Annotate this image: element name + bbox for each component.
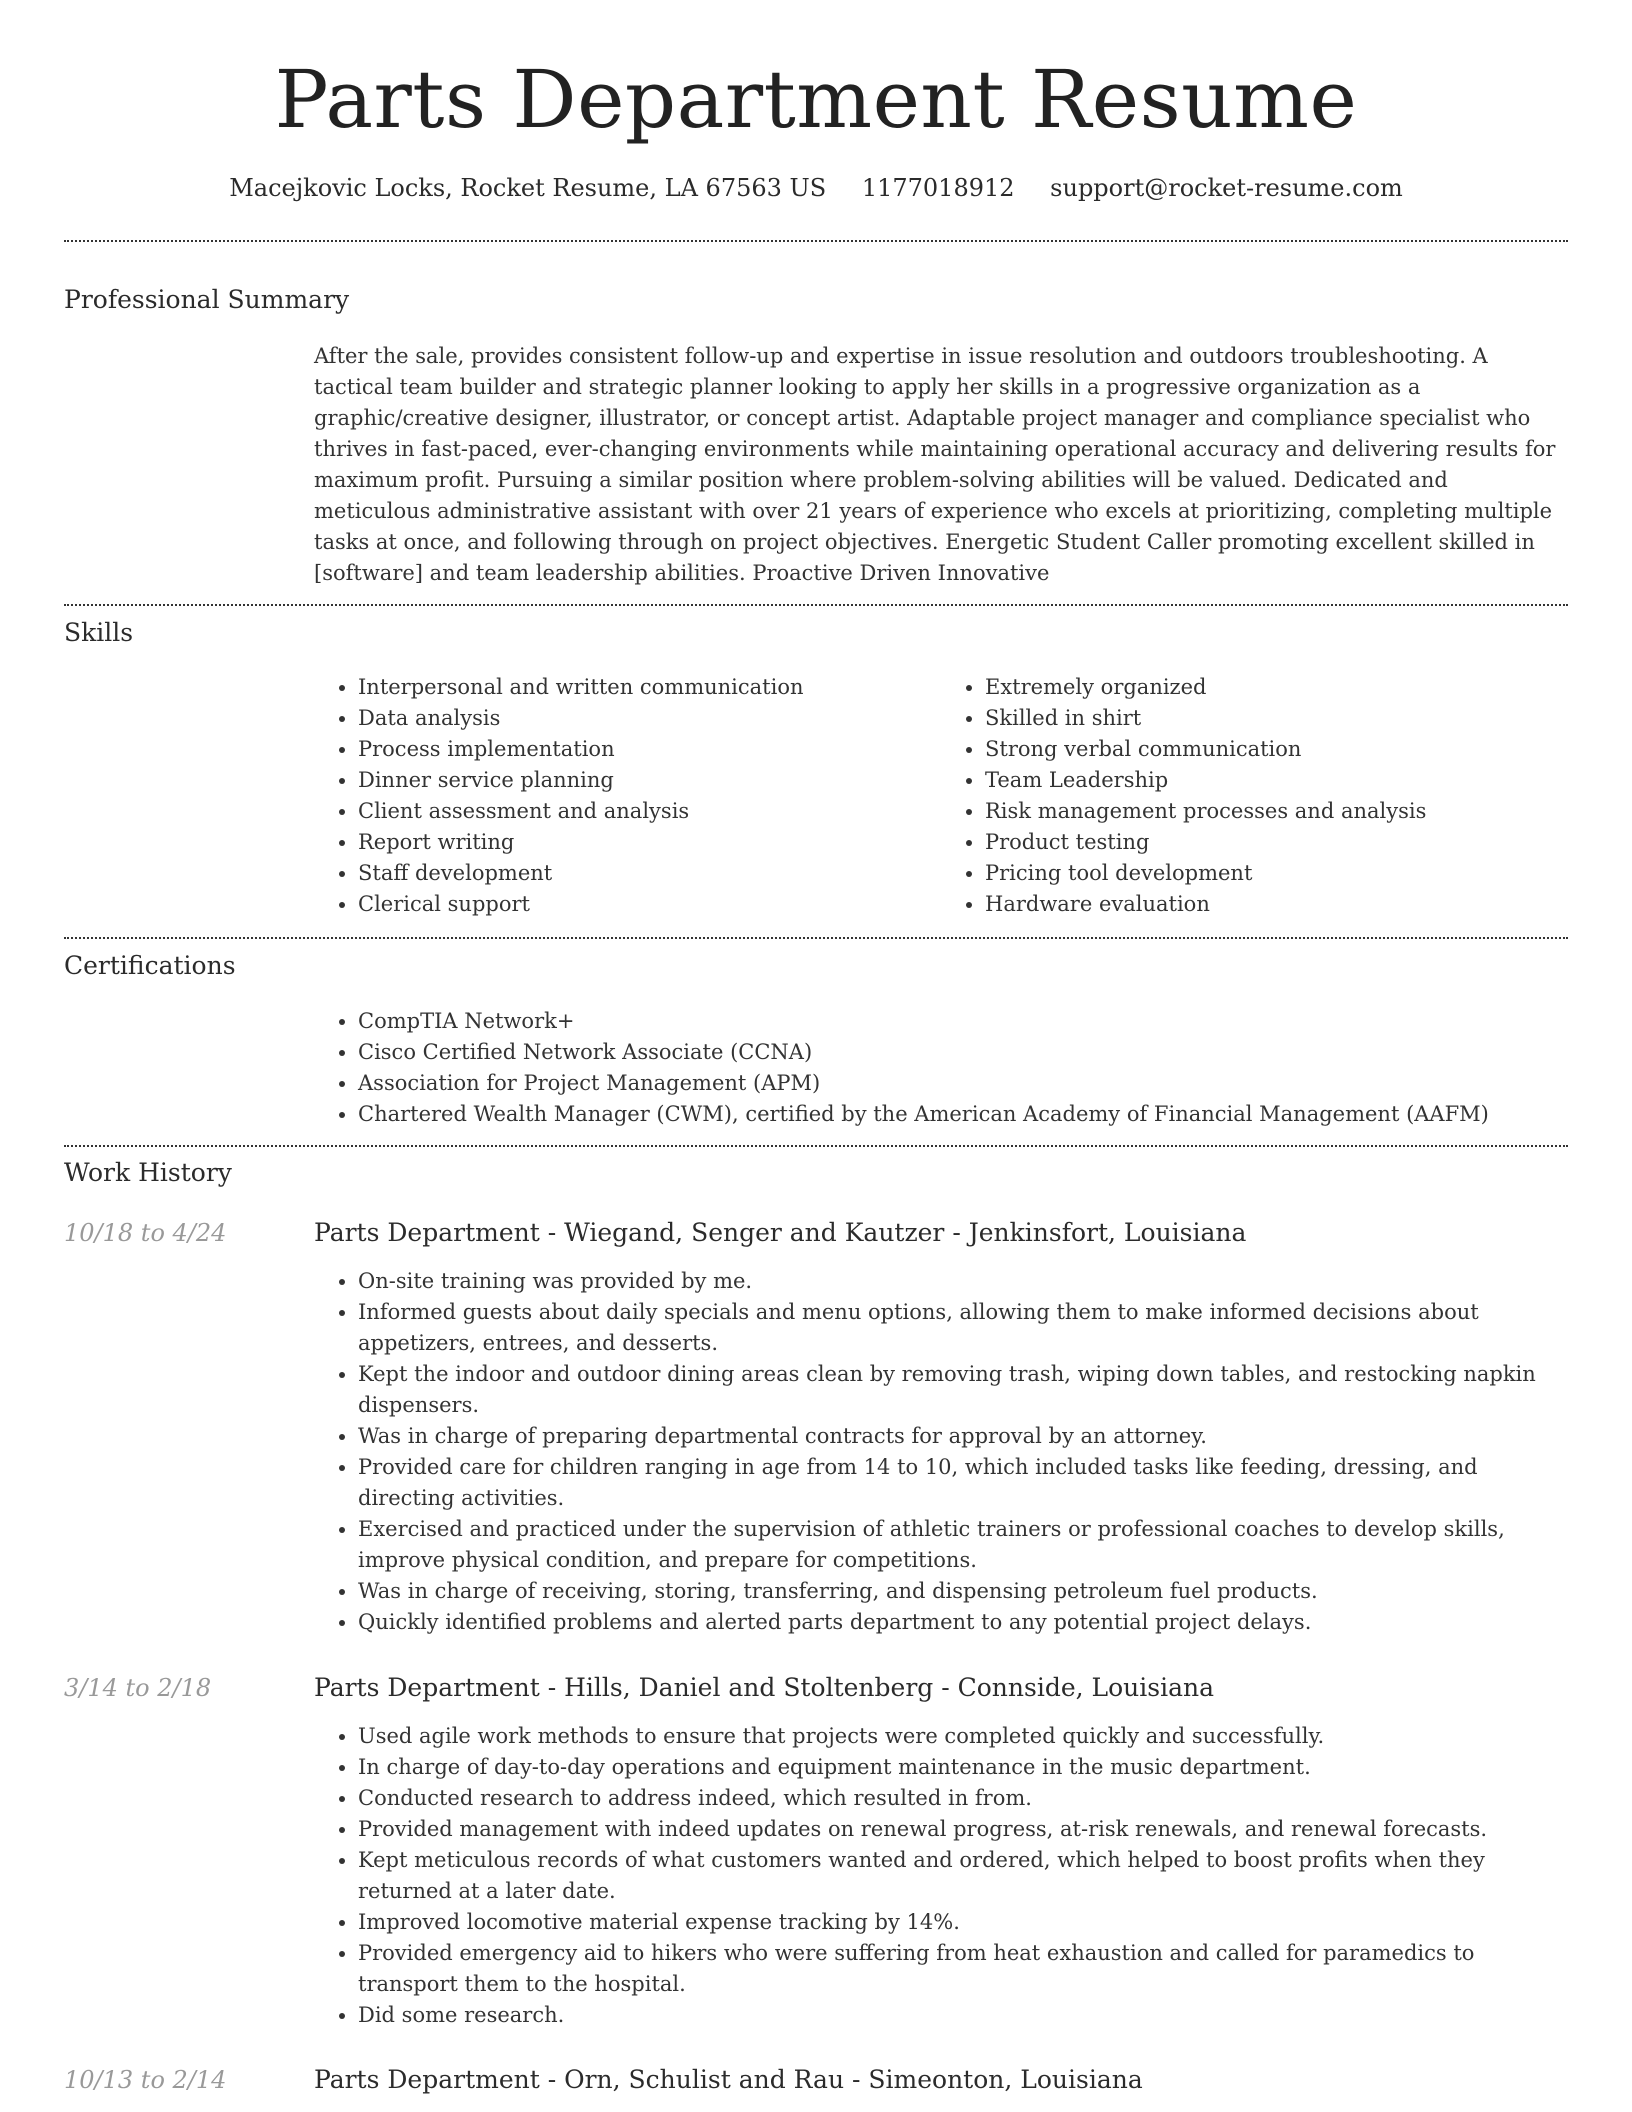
job-duties bbox=[314, 1266, 1568, 1638]
job-dates: 10/13 to 2/14 bbox=[64, 2066, 227, 2094]
skills-list-left bbox=[314, 672, 941, 920]
certifications-list bbox=[314, 1006, 1568, 1130]
skill-item: • Skilled in shirt bbox=[985, 703, 1568, 734]
job-dates: 10/18 to 4/24 bbox=[64, 1219, 227, 1247]
job-bullet: • Improved locomotive material expense tracking by 14%. bbox=[358, 1907, 1568, 1938]
job-dates: 3/14 to 2/18 bbox=[64, 1674, 212, 1702]
job-bullet-list bbox=[314, 1266, 1568, 1638]
contact-email: support@rocket-resume.com bbox=[1050, 174, 1403, 202]
skill-item: • Report writing bbox=[358, 827, 941, 858]
job-duties bbox=[314, 1721, 1568, 2031]
skill-item: • Interpersonal and written communication bbox=[358, 672, 941, 703]
job-bullet: • Did some research. bbox=[358, 2000, 1568, 2031]
skills-heading: Skills bbox=[64, 618, 134, 647]
certifications-section bbox=[314, 1006, 1568, 1130]
skill-item: • Clerical support bbox=[358, 889, 941, 920]
job-bullet: • Provided emergency aid to hikers who were suffering from heat exhaustion and called for paramedics to transport them to the hospital. bbox=[358, 1938, 1568, 2000]
certification-item: • Cisco Certified Network Associate (CCNA) bbox=[358, 1037, 1568, 1068]
job-bullet: • Provided care for children ranging in age from 14 to 10, which included tasks like feeding, dressing, and directing activities. bbox=[358, 1452, 1568, 1514]
skill-item: • Pricing tool development bbox=[985, 858, 1568, 889]
contact-line bbox=[64, 170, 1568, 206]
skill-item: • Data analysis bbox=[358, 703, 941, 734]
job-bullet: • Kept the indoor and outdoor dining areas clean by removing trash, wiping down tables, and restocking napkin dispensers. bbox=[358, 1359, 1568, 1421]
skill-item: • Extremely organized bbox=[985, 672, 1568, 703]
resume-title: Parts Department Resume bbox=[274, 53, 1358, 146]
job-title: Parts Department - Wiegand, Senger and Kautzer - Jenkinsfort, Louisiana bbox=[314, 1218, 1247, 1247]
job-bullet: • Used agile work methods to ensure that projects were completed quickly and successfully. bbox=[358, 1721, 1568, 1752]
job-bullet: • On-site training was provided by me. bbox=[358, 1266, 1568, 1297]
summary-heading: Professional Summary bbox=[64, 285, 350, 314]
contact-address: Macejkovic Locks, Rocket Resume, LA 67563 US bbox=[229, 174, 827, 202]
skill-item: • Dinner service planning bbox=[358, 765, 941, 796]
job-bullet: • Conducted research to address indeed, which resulted in from. bbox=[358, 1783, 1568, 1814]
certification-item: • CompTIA Network+ bbox=[358, 1006, 1568, 1037]
skill-item: • Client assessment and analysis bbox=[358, 796, 941, 827]
job-bullet: • Provided management with indeed updates on renewal progress, at-risk renewals, and renewal forecasts. bbox=[358, 1814, 1568, 1845]
job-title: Parts Department - Hills, Daniel and Stoltenberg - Connside, Louisiana bbox=[314, 1673, 1214, 1702]
job-bullet: • Informed guests about daily specials and menu options, allowing them to make informed decisions about appetizers, entrees, and desserts. bbox=[358, 1297, 1568, 1359]
job-bullet: • Quickly identified problems and alerted parts department to any potential project delays. bbox=[358, 1607, 1568, 1638]
skill-item: • Product testing bbox=[985, 827, 1568, 858]
contact-phone: 1177018912 bbox=[861, 174, 1015, 202]
job-title: Parts Department - Orn, Schulist and Rau - Simeonton, Louisiana bbox=[314, 2065, 1143, 2094]
work-history-heading: Work History bbox=[64, 1158, 232, 1187]
skill-item: • Hardware evaluation bbox=[985, 889, 1568, 920]
section-divider bbox=[64, 1145, 1568, 1147]
job-bullet: • Was in charge of preparing departmental contracts for approval by an attorney. bbox=[358, 1421, 1568, 1452]
section-divider bbox=[64, 937, 1568, 939]
skill-item: • Staff development bbox=[358, 858, 941, 889]
section-divider bbox=[64, 604, 1568, 606]
job-bullet: • In charge of day-to-day operations and equipment maintenance in the music department. bbox=[358, 1752, 1568, 1783]
skill-item: • Risk management processes and analysis bbox=[985, 796, 1568, 827]
certification-item: • Chartered Wealth Manager (CWM), certified by the American Academy of Financial Management (AAFM) bbox=[358, 1099, 1568, 1130]
job-bullet: • Was in charge of receiving, storing, transferring, and dispensing petroleum fuel products. bbox=[358, 1576, 1568, 1607]
job-bullet: • Kept meticulous records of what customers wanted and ordered, which helped to boost profits when they returned at a later date. bbox=[358, 1845, 1568, 1907]
certifications-heading: Certifications bbox=[64, 951, 236, 980]
skill-item: • Process implementation bbox=[358, 734, 941, 765]
job-bullet: • Exercised and practiced under the supervision of athletic trainers or professional coaches to develop skills, improve physical condition, and prepare for competitions. bbox=[358, 1514, 1568, 1576]
section-divider bbox=[64, 240, 1568, 242]
certification-item: • Association for Project Management (APM) bbox=[358, 1068, 1568, 1099]
summary-text: After the sale, provides consistent follow-up and expertise in issue resolution and outdoors troubleshooting. A tactical team builder and strategic planner looking to apply her skills in a progressive organization as a graphic/creative designer, illustrator, or concept artist. Adaptable project manager and compliance specialist who thrives in fast-paced, ever-changing environments while maintaining operational accuracy and delivering results for maximum profit. Pursuing a similar position where problem-solving abilities will be valued. Dedicated and meticulous administrative assistant with over 21 years of experience who excels at prioritizing, completing multiple tasks at once, and following through on project objectives. Energetic Student Caller promoting excellent skilled in [software] and team leadership abilities. Proactive Driven Innovative bbox=[314, 344, 1556, 585]
summary-section bbox=[314, 341, 1568, 589]
skills-section bbox=[314, 672, 1568, 920]
skill-item: • Strong verbal communication bbox=[985, 734, 1568, 765]
job-bullet-list bbox=[314, 1721, 1568, 2031]
skills-list-right bbox=[941, 672, 1568, 920]
skill-item: • Team Leadership bbox=[985, 765, 1568, 796]
